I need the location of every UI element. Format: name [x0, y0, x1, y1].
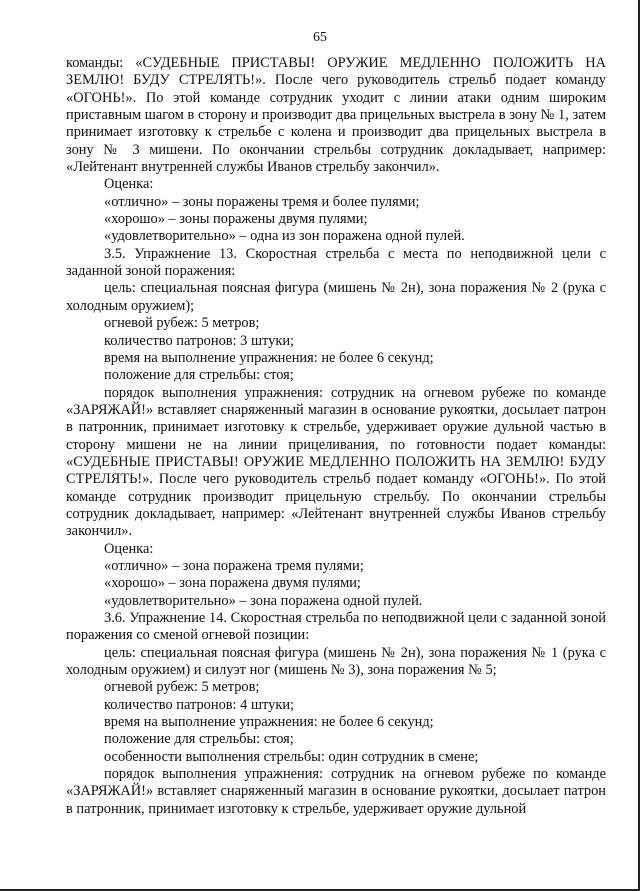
- exercise-13-target: цель: специальная поясная фигура (мишень № 2н), зона поражения № 2 (рука с холодным оружием);: [66, 280, 606, 314]
- exercise-13-heading: 3.5. Упражнение 13. Скоростная стрельба с места по неподвижной цели с заданной зоной поражения:: [66, 245, 606, 280]
- exercise-13-time-limit: время на выполнение упражнения: не более 6 секунд;: [104, 349, 434, 366]
- page-number: 65: [313, 30, 327, 45]
- exercise-14-target: цель: специальная поясная фигура (мишень № 2н), зона поражения № 1 (рука с холодным оружием) и силуэт ног (мишень № 3), зона поражения № 5;: [66, 644, 606, 679]
- exercise-14-features: особенности выполнения стрельбы: один сотрудник в смене;: [104, 748, 479, 765]
- exercise-14-time-limit: время на выполнение упражнения: не более 6 секунд;: [104, 714, 434, 731]
- exercise-14-position: положение для стрельбы: стоя;: [104, 731, 294, 748]
- exercise-13-firing-line: огневой рубеж: 5 метров;: [104, 315, 260, 332]
- exercise-14-firing-line: огневой рубеж: 5 метров;: [104, 679, 260, 696]
- grade-excellent: «отлично» – зоны поражены тремя и более пулями;: [104, 193, 420, 210]
- grade-excellent: «отлично» – зона поражена тремя пулями;: [104, 557, 364, 574]
- grade-good: «хорошо» – зоны поражены двумя пулями;: [104, 211, 368, 228]
- exercise-14-heading: 3.6. Упражнение 14. Скоростная стрельба по неподвижной цели с заданной зоной поражения со сменой огневой позиции:: [66, 610, 606, 644]
- paragraph-continuation: команды: «СУДЕБНЫЕ ПРИСТАВЫ! ОРУЖИЕ МЕДЛЕННО ПОЛОЖИТЬ НА ЗЕМЛЮ! БУДУ СТРЕЛЯТЬ!». После чего руководитель стрельб подает команду «ОГОНЬ!». По этой команде сотрудник уходит с линии атаки одним широким приставным шагом в сторону и производит два прицельных выстрела в зону № 1, затем принимает изготовку к стрельбе с колена и производит два прицельных выстрела в зону № 3 мишени. По окончании стрельбы сотрудник докладывает, например: «Лейтенант внутренней службы Иванов стрельбу закончил».: [66, 55, 606, 176]
- exercise-14-procedure: порядок выполнения упражнения: сотрудник на огневом рубеже по команде «ЗАРЯЖАЙ!» вставляет снаряженный магазин в основание рукоятки, досылает патрон в патронник, принимает изготовку к стрельбе, удерживает оружие дульной: [66, 766, 606, 817]
- grade-good: «хорошо» – зона поражена двумя пулями;: [104, 575, 361, 592]
- evaluation-heading: Оценка:: [104, 176, 154, 193]
- exercise-13-procedure: порядок выполнения упражнения: сотрудник на огневом рубеже по команде «ЗАРЯЖАЙ!» вставляет снаряженный магазин в основание рукоятки, досылает патрон в патронник, принимает изготовку к стрельбе, удерживает оружие дульной частью в сторону мишени не на линии прицеливания, по готовности подает команды: «СУДЕБНЫЕ ПРИСТАВЫ! ОРУЖИЕ МЕДЛЕННО ПОЛОЖИТЬ НА ЗЕМЛЮ! БУДУ СТРЕЛЯТЬ!». После чего руководитель стрельб подает команду «ОГОНЬ!». По этой команде сотрудник производит прицельную стрельбу. По окончании стрельбы сотрудник докладывает, например: «Лейтенант внутренней службы Иванов стрельбу закончил».: [66, 384, 606, 540]
- document-body: [66, 55, 606, 818]
- grade-satisfactory: «удовлетворительно» – одна из зон поражена одной пулей.: [104, 228, 465, 245]
- exercise-14-cartridges: количество патронов: 4 штуки;: [104, 696, 295, 713]
- exercise-13-position: положение для стрельбы: стоя;: [104, 367, 294, 384]
- exercise-13-cartridges: количество патронов: 3 штуки;: [104, 332, 295, 349]
- grade-satisfactory: «удовлетворительно» – зона поражена одной пулей.: [104, 592, 423, 609]
- evaluation-heading: Оценка:: [104, 540, 154, 557]
